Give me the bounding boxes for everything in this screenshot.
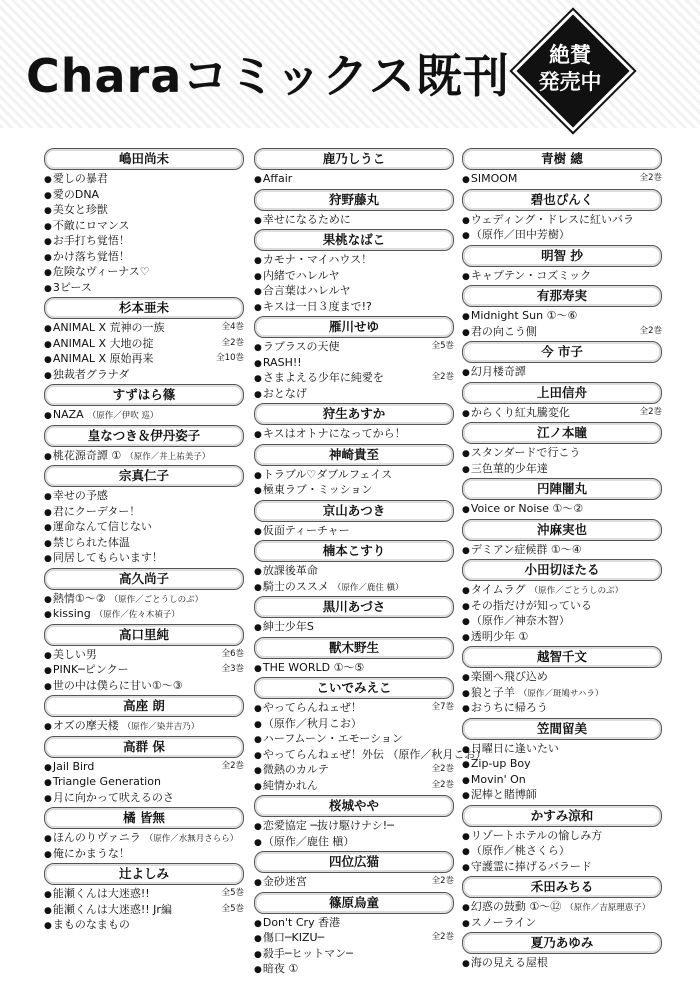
book-title-row bbox=[254, 961, 454, 977]
volume-count: 全5巻 bbox=[431, 341, 454, 351]
original-author-note: （原作／ごとうしのぶ） bbox=[109, 594, 204, 605]
column-1 bbox=[44, 146, 244, 933]
book-title-row bbox=[254, 563, 454, 579]
book-title: 幸せの予感 bbox=[52, 489, 108, 502]
original-author-note: （原作／ごとうしのぶ） bbox=[529, 586, 624, 596]
book-title-row bbox=[462, 685, 662, 701]
author-header: 杉本亜未 bbox=[44, 297, 244, 319]
book-title: その指だけが知っている bbox=[470, 598, 592, 612]
book-title: 放課後革命 bbox=[262, 564, 318, 577]
author-header: 楠本こすり bbox=[254, 540, 454, 562]
book-title-row bbox=[462, 582, 662, 598]
book-title: 桃花源奇譚 ① bbox=[52, 448, 122, 462]
book-title-row bbox=[44, 830, 244, 846]
book-title-row bbox=[462, 915, 662, 931]
book-title: SIMOOM bbox=[470, 172, 518, 185]
book-title: 狼と子羊 bbox=[470, 685, 515, 699]
book-title: 君にクーデター！ bbox=[52, 504, 141, 518]
volume-count: 全2巻 bbox=[221, 337, 244, 348]
book-title-row bbox=[254, 747, 487, 763]
book-title: ハーフムーン・エモーション bbox=[262, 732, 403, 745]
volume-count: 全2巻 bbox=[639, 406, 662, 417]
book-title: 独裁者グラナダ bbox=[52, 367, 130, 381]
book-title: Jail Bird bbox=[52, 759, 95, 773]
book-title: 傷口─KIZU─ bbox=[262, 931, 325, 944]
author-header: 辻よしみ bbox=[44, 863, 244, 885]
book-title-row bbox=[44, 774, 244, 790]
book-title: 世の中は僕らに甘い①〜③ bbox=[52, 678, 183, 692]
book-title-row bbox=[462, 542, 662, 558]
author-header: 狩野藤丸 bbox=[254, 189, 454, 211]
book-title: キスはオトナになってから！ bbox=[262, 427, 406, 440]
volume-count: 全5巻 bbox=[221, 888, 244, 898]
book-title-row bbox=[44, 519, 244, 535]
book-title: 日曜日に逢いたい bbox=[470, 741, 559, 755]
column-3 bbox=[462, 146, 662, 971]
book-title: さまよえる少年に純愛を bbox=[262, 371, 384, 384]
volume-count: 全5巻 bbox=[221, 903, 244, 914]
book-title: THE WORLD ①〜⑤ bbox=[262, 660, 365, 674]
book-title-row bbox=[254, 355, 454, 371]
original-author-note: （原作／斑鳩サハラ） bbox=[518, 688, 604, 699]
author-header: 笠間留美 bbox=[462, 718, 662, 740]
book-title: 泥棒と賭博師 bbox=[470, 788, 537, 801]
author-header: 雁川せゆ bbox=[254, 316, 454, 338]
book-title: ウェディング・ドレスに紅いバラ bbox=[470, 212, 634, 226]
author-header: 果桃なばこ bbox=[254, 229, 454, 251]
book-title-row bbox=[254, 778, 454, 794]
original-author-note: （原作／井上祐美子） bbox=[125, 451, 211, 462]
author-header: 高座 朗 bbox=[44, 695, 244, 717]
book-title-row bbox=[254, 370, 454, 386]
author-header: 桜城やや bbox=[254, 795, 454, 817]
book-title: NAZA bbox=[52, 408, 84, 421]
book-title: 危険なヴィーナス♡ bbox=[52, 265, 150, 278]
book-title-row bbox=[462, 324, 662, 340]
original-author-note: （原作／佐々木禎子） bbox=[94, 610, 180, 620]
book-title: RASH!! bbox=[262, 355, 302, 369]
book-title: 熱情①〜② bbox=[52, 591, 106, 605]
author-header: 宗真仁子 bbox=[44, 465, 244, 487]
book-title: Affair bbox=[262, 172, 293, 185]
book-title-row bbox=[462, 629, 662, 645]
book-title: Don't Cry 香港 bbox=[262, 915, 341, 929]
book-title: 君の向こう側 bbox=[470, 324, 537, 338]
book-title-row bbox=[254, 579, 454, 595]
book-title-row bbox=[462, 700, 662, 716]
book-title-row bbox=[254, 619, 454, 635]
book-title: 能瀬くんは大迷惑!! Jr編 bbox=[52, 902, 172, 916]
book-title-row bbox=[254, 762, 454, 778]
book-title-row bbox=[44, 846, 244, 862]
volume-count: 全6巻 bbox=[221, 648, 244, 659]
original-author-note: （原作／伊吹 巡） bbox=[87, 411, 159, 421]
book-title: かけ落ち覚悟！ bbox=[52, 249, 130, 263]
book-title-row bbox=[254, 426, 454, 442]
book-title-row bbox=[44, 320, 244, 336]
author-header: 上田信舟 bbox=[462, 382, 662, 404]
book-title-row bbox=[254, 299, 454, 315]
badge-line1: 絶賛 bbox=[549, 43, 591, 67]
book-title: （原作／秋月こお） bbox=[262, 716, 362, 730]
book-title: まものなまもの bbox=[52, 918, 130, 931]
author-header: すずはら篠 bbox=[44, 384, 244, 406]
book-title-row bbox=[254, 700, 454, 716]
volume-count: 全10巻 bbox=[216, 353, 244, 363]
book-title: 幻惑の鼓動 ①〜⑫ bbox=[470, 900, 562, 913]
book-title: Voice or Noise ①〜② bbox=[470, 502, 584, 515]
book-title-row bbox=[254, 171, 454, 187]
book-title-row bbox=[44, 351, 244, 367]
book-title-row bbox=[44, 233, 244, 249]
book-title-row bbox=[462, 772, 662, 788]
book-title: キスは一日３度まで!? bbox=[262, 299, 372, 313]
book-title: 禁じられた体温 bbox=[52, 535, 130, 549]
book-title-row bbox=[462, 613, 662, 629]
book-title-row bbox=[44, 367, 244, 383]
author-header: 青樹 總 bbox=[462, 148, 662, 170]
book-title-row bbox=[254, 660, 454, 676]
book-title-row bbox=[44, 171, 244, 187]
book-title-row bbox=[44, 535, 244, 551]
book-title: 騎士のススメ bbox=[262, 579, 329, 593]
book-title-row bbox=[254, 283, 454, 299]
author-header: 江ノ本瞳 bbox=[462, 422, 662, 444]
book-title: Triangle Generation bbox=[52, 775, 161, 788]
book-title: 運命なんて信じない bbox=[52, 520, 152, 533]
book-title: からくり紅丸騰変化 bbox=[470, 405, 570, 419]
book-title-row bbox=[44, 448, 244, 464]
book-title: 内緒でハレルヤ bbox=[262, 268, 340, 282]
book-title: キャプテン・コズミック bbox=[470, 268, 592, 282]
book-title-row bbox=[254, 946, 454, 962]
book-title: 不敵にロマンス bbox=[52, 218, 130, 232]
book-title: スタンダードで行こう bbox=[470, 446, 581, 459]
book-title-row bbox=[462, 268, 662, 284]
book-title-row bbox=[462, 756, 662, 772]
book-title: 極東ラブ・ミッション bbox=[262, 483, 373, 496]
author-header: かすみ涼和 bbox=[462, 805, 662, 827]
book-title: 3ピース bbox=[52, 280, 92, 294]
book-title: kissing bbox=[52, 607, 91, 620]
book-title: Movin' On bbox=[470, 772, 526, 786]
volume-count: 全2巻 bbox=[431, 779, 454, 790]
book-title-row bbox=[462, 364, 662, 380]
book-title: お手打ち覚悟！ bbox=[52, 234, 130, 247]
book-title-row bbox=[44, 249, 244, 265]
book-title-row bbox=[462, 598, 662, 614]
book-title: 暗夜 ① bbox=[262, 962, 299, 975]
author-header: 篠原烏童 bbox=[254, 892, 454, 914]
book-title-row bbox=[254, 874, 454, 890]
book-title: ほんのりヴァニラ bbox=[52, 831, 141, 844]
book-title-row bbox=[44, 759, 244, 775]
author-header: 高久尚子 bbox=[44, 568, 244, 590]
volume-count: 全2巻 bbox=[639, 173, 662, 183]
book-title-row bbox=[44, 917, 244, 933]
author-header: 高群 保 bbox=[44, 736, 244, 758]
author-header: 明智 抄 bbox=[462, 245, 662, 267]
book-title: やってらんねェぜ！ bbox=[262, 701, 362, 714]
book-title: やってらんねェぜ！外伝 （原作／秋月こお） bbox=[262, 747, 487, 761]
book-title: デミアン症候群 ①〜④ bbox=[470, 542, 582, 556]
book-title: 合言葉はハレルヤ bbox=[262, 284, 351, 297]
book-title-row bbox=[254, 482, 454, 498]
book-title: ANIMAL X 大地の掟 bbox=[52, 336, 154, 350]
book-title: 愛しの暴君 bbox=[52, 172, 108, 185]
book-title: スノーライン bbox=[470, 915, 537, 929]
book-title-row bbox=[44, 647, 244, 663]
book-title-row bbox=[462, 787, 662, 803]
book-title: （原作／桃さくら） bbox=[470, 844, 570, 857]
volume-count: 全3巻 bbox=[221, 664, 244, 674]
author-header: 禾田みちる bbox=[462, 876, 662, 898]
book-title: タイムラグ bbox=[470, 583, 526, 596]
header-banner bbox=[0, 0, 700, 128]
book-title-row bbox=[254, 386, 454, 402]
volume-count: 全7巻 bbox=[431, 702, 454, 712]
book-title-row bbox=[462, 461, 662, 477]
book-title: おとなげ bbox=[262, 386, 307, 400]
author-header: 神崎貴至 bbox=[254, 444, 454, 466]
book-title-row bbox=[462, 445, 662, 461]
book-title: （原作／鹿住 槇） bbox=[262, 834, 355, 848]
author-header: 橘 皆無 bbox=[44, 807, 244, 829]
book-title-row bbox=[254, 467, 454, 483]
author-header: 碧也ぴんく bbox=[462, 189, 662, 211]
page-title: Charaコミックス既刊 bbox=[26, 49, 510, 103]
column-2 bbox=[254, 146, 487, 977]
book-title: 守護霊に捧げるバラード bbox=[470, 859, 592, 873]
book-title: Midnight Sun ①〜⑥ bbox=[470, 309, 578, 322]
book-title-row bbox=[462, 308, 662, 324]
book-title: 透明少年 ① bbox=[470, 629, 529, 643]
book-title: 殺手─ヒットマン─ bbox=[262, 946, 353, 960]
author-header: 高口里純 bbox=[44, 624, 244, 646]
book-title-row bbox=[462, 859, 662, 875]
book-title: 俺にかまうな！ bbox=[52, 846, 130, 860]
book-title-row bbox=[462, 227, 662, 243]
book-title-row bbox=[254, 523, 454, 539]
book-title: オズの摩天楼 bbox=[52, 719, 119, 732]
author-header: 四位広猫 bbox=[254, 851, 454, 873]
book-title: カモナ・マイハウス！ bbox=[262, 253, 373, 266]
book-title: 純情かれん bbox=[262, 778, 318, 792]
book-title-row bbox=[462, 212, 662, 228]
book-title-row bbox=[254, 252, 454, 268]
book-title: 月に向かって吠えるのさ bbox=[52, 790, 174, 804]
book-title: 金砂迷宮 bbox=[262, 875, 307, 888]
book-title: 三色菫的少年達 bbox=[470, 461, 548, 475]
book-title-row bbox=[462, 899, 662, 915]
book-title-row bbox=[44, 488, 244, 504]
author-header: こいでみえこ bbox=[254, 677, 454, 699]
book-title: 愛のDNA bbox=[52, 187, 100, 201]
volume-count: 全2巻 bbox=[431, 372, 454, 382]
book-title-row bbox=[44, 606, 244, 622]
book-title-row bbox=[44, 202, 244, 218]
book-title-row bbox=[462, 828, 662, 844]
book-title: ANIMAL X 原始再来 bbox=[52, 352, 154, 365]
book-title-row bbox=[44, 280, 244, 296]
author-header: 越智千文 bbox=[462, 646, 662, 668]
author-header: 小田切ほたる bbox=[462, 559, 662, 581]
author-header: 沖麻実也 bbox=[462, 519, 662, 541]
book-title: 恋愛協定 ─抜け駆けナシ!─ bbox=[262, 819, 394, 832]
author-header: 夏乃あゆみ bbox=[462, 932, 662, 954]
book-title-row bbox=[44, 790, 244, 806]
book-title-row bbox=[254, 915, 454, 931]
author-header: 円陣闇丸 bbox=[462, 478, 662, 500]
book-title-row bbox=[254, 212, 454, 228]
book-title: 仮面ティーチャー bbox=[262, 523, 350, 537]
book-title-row bbox=[254, 731, 454, 747]
book-title-row bbox=[254, 834, 454, 850]
book-title: 幸せになるために bbox=[262, 212, 351, 226]
book-title-row bbox=[462, 171, 662, 187]
author-header: 黒川あづさ bbox=[254, 596, 454, 618]
author-header: 嶋田尚未 bbox=[44, 148, 244, 170]
volume-count: 全2巻 bbox=[431, 932, 454, 942]
book-title-row bbox=[44, 678, 244, 694]
book-title-row bbox=[254, 716, 454, 732]
book-title-row bbox=[44, 264, 244, 280]
author-header: 京山あつき bbox=[254, 500, 454, 522]
book-title: おうちに帰ろう bbox=[470, 701, 548, 714]
book-title: ラブラスの天使 bbox=[262, 340, 340, 353]
book-title: （原作／田中芳樹） bbox=[470, 228, 570, 241]
book-title-row bbox=[462, 405, 662, 421]
author-header: 皇なつき＆伊丹姿子 bbox=[44, 425, 244, 447]
book-title: 美女と珍獣 bbox=[52, 203, 108, 216]
book-title-row bbox=[44, 591, 244, 607]
original-author-note: （原作／水無月さらら） bbox=[144, 834, 239, 844]
book-title-row bbox=[44, 718, 244, 734]
book-title-row bbox=[44, 218, 244, 234]
original-author-note: （原作／染井吉乃） bbox=[122, 722, 200, 732]
book-title-row bbox=[44, 504, 244, 520]
book-title-row bbox=[44, 902, 244, 918]
book-title: 紳士少年S bbox=[262, 620, 314, 633]
book-title-row bbox=[254, 930, 454, 946]
book-title: 美しい男 bbox=[52, 647, 97, 661]
author-header: 鹿乃しうこ bbox=[254, 148, 454, 170]
book-title: 幻月楼奇譚 bbox=[470, 365, 526, 378]
book-title: ANIMAL X 荒神の一族 bbox=[52, 321, 165, 334]
volume-count: 全2巻 bbox=[639, 325, 662, 336]
volume-count: 全2巻 bbox=[431, 876, 454, 886]
author-header: 獸木野生 bbox=[254, 637, 454, 659]
book-title-row bbox=[254, 339, 454, 355]
volume-count: 全2巻 bbox=[431, 764, 454, 774]
book-title-row bbox=[462, 955, 662, 971]
volume-count: 全4巻 bbox=[221, 322, 244, 332]
volume-count: 全2巻 bbox=[221, 760, 244, 771]
book-title-row bbox=[462, 669, 662, 685]
book-title: リゾートホテルの愉しみ方 bbox=[470, 828, 603, 842]
book-title-row bbox=[44, 662, 244, 678]
book-title: Zip-up Boy bbox=[470, 757, 531, 770]
book-title: 微熱のカルテ bbox=[262, 763, 329, 776]
badge-line2: 発売中 bbox=[538, 70, 602, 94]
book-title-row bbox=[462, 501, 662, 517]
original-author-note: （原作／吉原理恵子） bbox=[565, 903, 651, 913]
book-title: （原作／神奈木智） bbox=[470, 614, 570, 627]
book-title: 同居してもらいます！ bbox=[52, 551, 163, 564]
book-title-row bbox=[254, 268, 454, 284]
book-title: 海の見える屋根 bbox=[470, 956, 548, 969]
sale-badge bbox=[515, 18, 625, 128]
book-title-row bbox=[44, 187, 244, 203]
book-title-row bbox=[44, 336, 244, 352]
author-header: 有那寿実 bbox=[462, 285, 662, 307]
author-header: 狩生あすか bbox=[254, 403, 454, 425]
author-header: 今 市子 bbox=[462, 341, 662, 363]
book-title-row bbox=[44, 886, 244, 902]
book-title-row bbox=[462, 741, 662, 757]
book-title: トラブル♡ダブルフェイス bbox=[262, 467, 393, 481]
book-title-row bbox=[44, 550, 244, 566]
book-title-row bbox=[254, 818, 454, 834]
original-author-note: （原作／鹿住 槇） bbox=[332, 582, 404, 593]
book-title: 能瀬くんは大迷惑!! bbox=[52, 887, 150, 900]
book-title-row bbox=[462, 843, 662, 859]
book-title: PINK─ピンクー bbox=[52, 663, 129, 676]
book-title: 楽園へ飛び込め bbox=[470, 670, 548, 683]
book-title-row bbox=[44, 407, 244, 423]
